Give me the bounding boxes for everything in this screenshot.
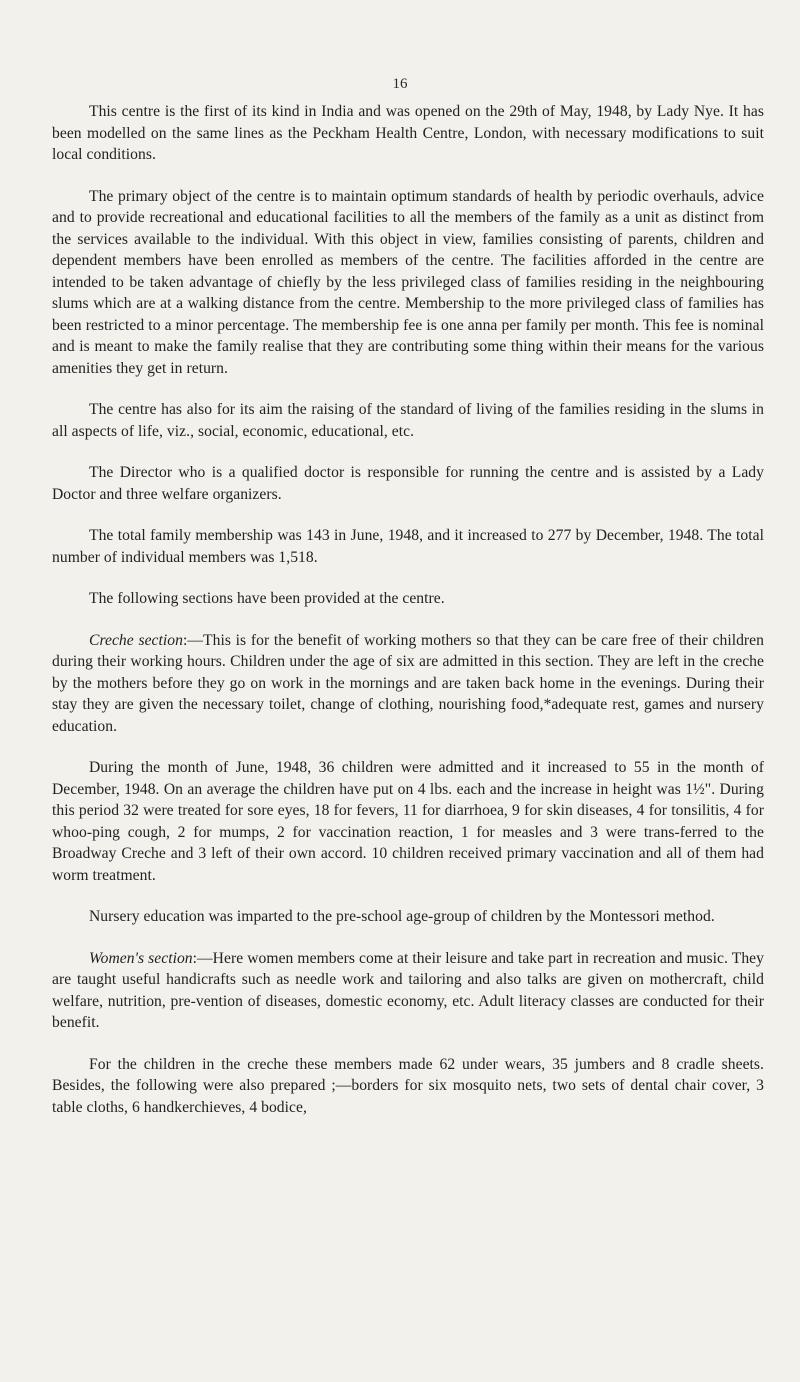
document-body bbox=[52, 101, 764, 1118]
paragraph-director: The Director who is a qualified doctor is responsible for running the centre and is assisted by a Lady Doctor and three welfare organizers. bbox=[52, 464, 764, 503]
womens-section-text: :—Here women members come at their leisure and take part in recreation and music. They are taught useful handicrafts such as needle work and tailoring and also talks are given on mothercraft, child welfare, nutrition, pre-vention of diseases, domestic economy, etc. Adult literacy classes are conducted for their benefit. bbox=[52, 949, 764, 1031]
paragraph-sections-intro: The following sections have been provided at the centre. bbox=[89, 590, 445, 607]
paragraph-membership: The total family membership was 143 in June, 1948, and it increased to 277 by December, 1948. The total number of individual members was 1,518. bbox=[52, 527, 764, 566]
paragraph-nursery-education: Nursery education was imparted to the pre-school age-group of children by the Montessori method. bbox=[89, 908, 715, 925]
paragraph-aim: The centre has also for its aim the raising of the standard of living of the families residing in the slums in all aspects of life, viz., social, economic, educational, etc. bbox=[52, 401, 764, 440]
paragraph-creche-section bbox=[52, 630, 764, 738]
paragraph-items-made: For the children in the creche these members made 62 under wears, 35 jumbers and 8 cradle sheets. Besides, the following were also prepared ;—borders for six mosquito nets, two sets of dental chair cover, 3 table cloths, 6 handkerchieves, 4 bodice, bbox=[52, 1055, 764, 1116]
paragraph-creche-statistics: During the month of June, 1948, 36 children were admitted and it increased to 55 in the month of December, 1948. On an average the children have put on 4 lbs. each and the increase in height was 1½". During this period 32 were treated for sore eyes, 18 for fevers, 11 for diarrhoea, 9 for skin diseases, 4 for tonsilitis, 4 for whoo-ping cough, 2 for mumps, 2 for vaccination reaction, 1 for measles and 3 were trans-ferred to the Broadway Creche and 3 left of their own accord. 10 children received primary vaccination and all of them had worm treatment. bbox=[52, 759, 764, 884]
womens-section-heading: Women's section bbox=[89, 949, 193, 967]
creche-section-text: :—This is for the benefit of working mothers so that they can be care free of their children during their working hours. Children under the age of six are admitted in this section. They are left in the creche by the mothers before they go on work in the mornings and are taken back home in the evenings. During their stay they are given the necessary toilet, change of clothing, nourishing food,*adequate rest, games and nursery education. bbox=[52, 631, 764, 735]
page-number: 16 bbox=[392, 76, 408, 92]
creche-section-heading: Creche section bbox=[89, 631, 183, 649]
paragraph-primary-object: The primary object of the centre is to maintain optimum standards of health by periodic overhauls, advice and to provide recreational and educational facilities to all the members of the family as a unit as distinct from the services available to the individual. With this object in view, families consisting of parents, children and dependent members have been enrolled as members of the centre. The facilities afforded in the centre are intended to be taken advantage of chiefly by the less privileged class of families residing in the neighbouring slums which are at a walking distance from the centre. Membership to the more privileged class of families has been restricted to a minor percentage. The membership fee is one anna per family per month. This fee is nominal and is meant to make the family realise that they are contributing some thing within their means for the various amenities they get in return. bbox=[52, 187, 764, 377]
paragraph-womens-section bbox=[52, 948, 764, 1034]
paragraph-intro: This centre is the first of its kind in India and was opened on the 29th of May, 1948, by Lady Nye. It has been modelled on the same lines as the Peckham Health Centre, London, with necessary modifications to suit local conditions. bbox=[52, 103, 764, 163]
